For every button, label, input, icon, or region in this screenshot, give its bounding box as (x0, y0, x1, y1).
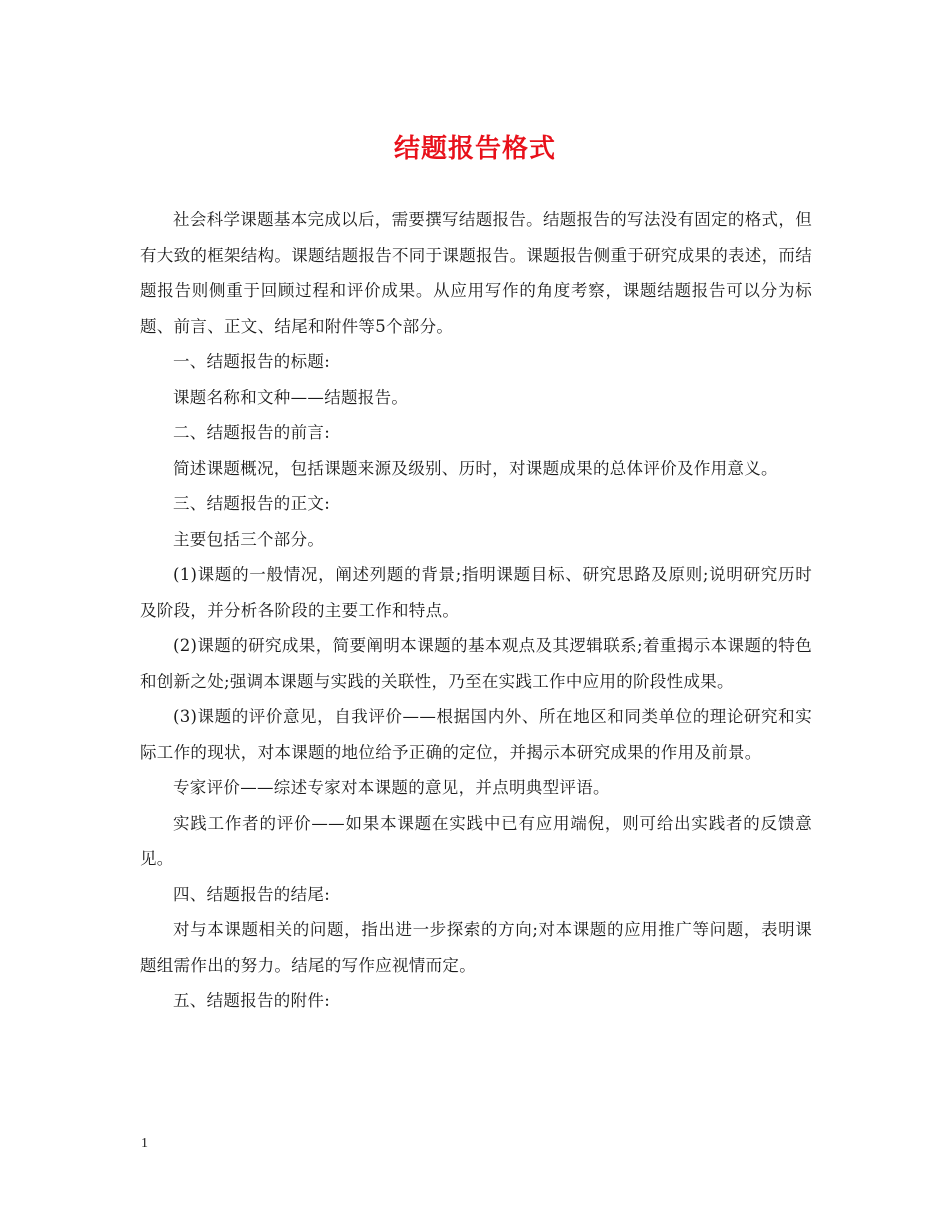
section-heading-main-text: 三、结题报告的正文: (173, 494, 331, 513)
section-heading-title: 一、结题报告的标题: (173, 352, 331, 371)
paragraph-intro: 社会科学课题基本完成以后，需要撰写结题报告。结题报告的写法没有固定的格式，但有大致的框架结构。课题结题报告不同于课题报告。课题报告侧重于研究成果的表述，而结题报告则侧重于回顾过程和评价成果。从应用写作的角度考察，课题结题报告可以分为标题、前言、正文、结尾和附件等5个部分。 (140, 210, 812, 336)
paragraph-main-text-intro: 主要包括三个部分。 (173, 529, 325, 549)
paragraph-ending-content: 对与本课题相关的问题，指出进一步探索的方向;对本课题的应用推广等问题，表明课题组需作出的努力。结尾的写作应视情而定。 (140, 920, 812, 975)
paragraph-item-1: (1)课题的一般情况，阐述列题的背景;指明课题目标、研究思路及原则;说明研究历时及阶段，并分析各阶段的主要工作和特点。 (140, 565, 812, 620)
section-heading-preface: 二、结题报告的前言: (173, 423, 331, 442)
paragraph-expert-evaluation: 专家评价——综述专家对本课题的意见，并点明典型评语。 (173, 778, 610, 797)
paragraph-practitioner-evaluation: 实践工作者的评价——如果本课题在实践中已有应用端倪，则可给出实践者的反馈意见。 (140, 813, 812, 868)
section-heading-ending: 四、结题报告的结尾: (173, 884, 331, 904)
section-heading-attachments: 五、结题报告的附件: (173, 991, 331, 1010)
paragraph-item-2: (2)课题的研究成果，简要阐明本课题的基本观点及其逻辑联系;着重揭示本课题的特色和创新之处;强调本课题与实践的关联性，乃至在实践工作中应用的阶段性成果。 (140, 636, 812, 691)
page-number: 1 (141, 1136, 148, 1151)
paragraph-item-3: (3)课题的评价意见，自我评价——根据国内外、所在地区和同类单位的理论研究和实际工作的现状，对本课题的地位给予正确的定位，并揭示本研究成果的作用及前景。 (140, 707, 812, 762)
document-body (140, 202, 812, 1019)
paragraph-title-content: 课题名称和文种——结题报告。 (173, 387, 409, 407)
document-title: 结题报告格式 (393, 134, 556, 164)
paragraph-preface-content: 简述课题概况，包括课题来源及级别、历时，对课题成果的总体评价及作用意义。 (173, 458, 778, 478)
